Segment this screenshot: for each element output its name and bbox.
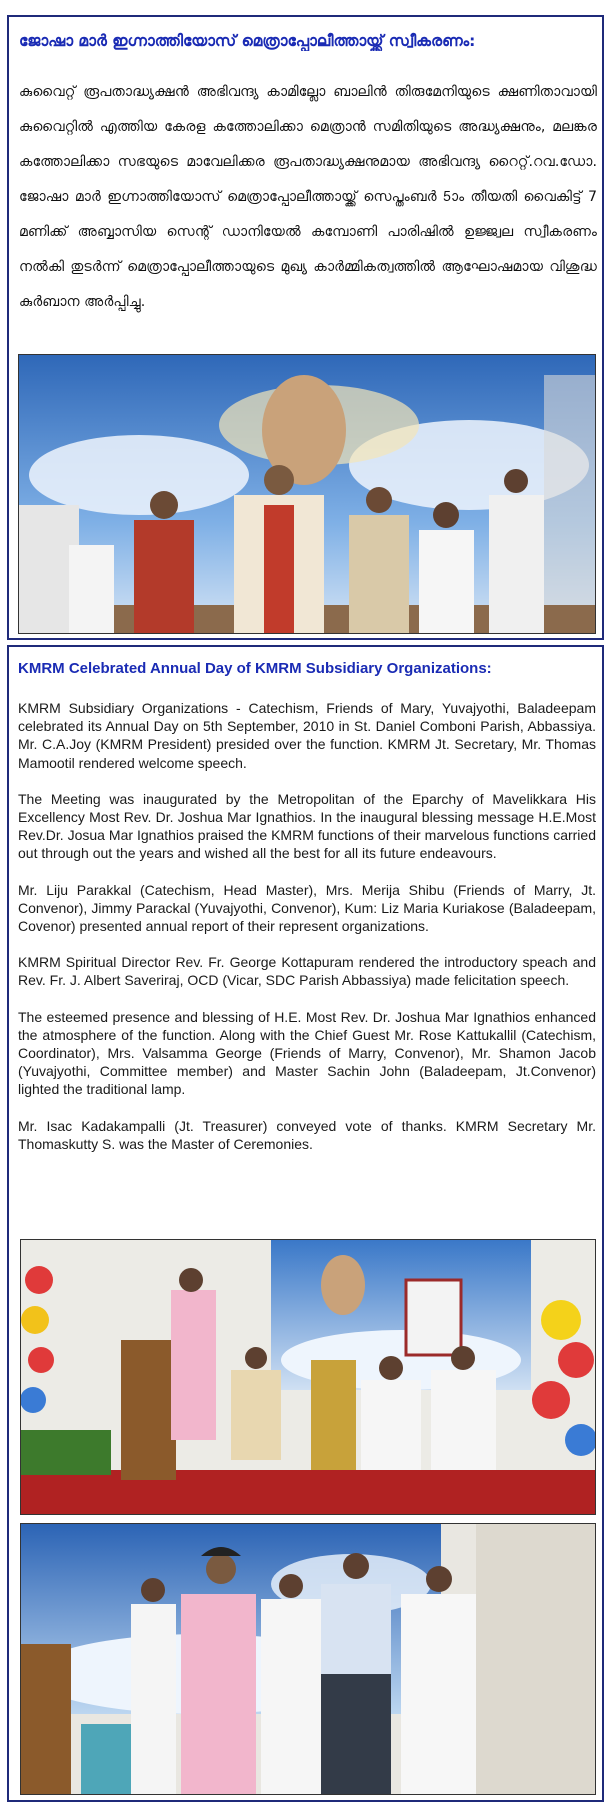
article-paragraph: The esteemed presence and blessing of H.E. Most Rev. Dr. Joshua Mar Ignathios enhanced the atmosphere of the function. Along with the Chief Guest Mr. Rose Kattukallil (Catechism, Coordinator), Mrs. Valsamma George (Friends of Marry, Convenor), Mr. Shamon Jacob (Yuvajyothi, Committee member) and Master Sachin John (Baladeepam, Jt.Convenor) lighted the traditional lamp. [18, 1008, 596, 1098]
english-article-title: KMRM Celebrated Annual Day of KMRM Subsidiary Organizations: [18, 660, 492, 677]
article-paragraph: KMRM Subsidiary Organizations - Catechism, Friends of Mary, Yuvajyothi, Baladeepam celebrated its Annual Day on 5th September, 2010 in St. Daniel Comboni Parish, Abbassiya. Mr. C.A.Joy (KMRM President) presided over the function. KMRM Jt. Secretary, Mr. Thomas Mamootil rendered welcome speech. [18, 700, 596, 771]
mass-celebration-photo [18, 354, 596, 634]
annual-day-stage-photo [20, 1239, 596, 1515]
malayalam-article-panel [7, 15, 604, 640]
english-article-body [18, 699, 596, 1171]
article-paragraph: Mr. Isac Kadakampalli (Jt. Treasurer) conveyed vote of thanks. KMRM Secretary Mr. Thomaskutty S. was the Master of Ceremonies. [18, 1117, 596, 1152]
lamp-lighting-photo [20, 1523, 596, 1795]
malayalam-article-body: കുവൈറ്റ് രൂപതാദ്ധ്യക്ഷൻ അഭിവന്ദ്യ കാമില്ലോ ബാലിൻ തിരുമേനിയുടെ ക്ഷണിതാവായി കുവൈറ്റിൽ എത്തിയ കേരള കത്തോലിക്കാ മെത്രാൻ സമിതിയുടെ അദ്ധ്യക്ഷനും, മലങ്കര കത്തോലിക്കാ സഭയുടെ മാവേലിക്കര രൂപതാദ്ധ്യക്ഷനുമായ അഭിവന്ദ്യ റൈറ്റ്.റവ.ഡോ. ജോഷാ മാർ ഇഗ്നാത്തിയോസ് മെത്രാപ്പോലീത്തായ്ക്ക് സെപ്തംബർ 5ാം തീയതി വൈകിട്ട് 7 മണിക്ക് അബ്ബാസിയ സെന്റ് ഡാനിയേൽ കമ്പോണി പാരിഷിൽ ഉജ്ജ്വല സ്വീകരണം നൽകി തുടർന്ന് മെത്രാപ്പോലീത്തായുടെ മുഖ്യ കാർമ്മികത്വത്തിൽ ആഘോഷമായ വിശുദ്ധ കുർബാന അർപ്പിച്ചു. [19, 84, 597, 310]
english-article-panel [7, 645, 604, 1802]
annual-day-stage-illustration [21, 1240, 596, 1515]
mass-celebration-illustration [19, 355, 596, 634]
article-paragraph: KMRM Spiritual Director Rev. Fr. George Kottapuram rendered the introductory speach and Rev. Fr. J. Albert Saveriraj, OCD (Vicar, SDC Parish Abbassiya) made felicitation speech. [18, 954, 596, 989]
article-paragraph: Mr. Liju Parakkal (Catechism, Head Master), Mrs. Merija Shibu (Friends of Marry, Jt. Convenor), Jimmy Parackal (Yuvajyothi, Convenor), Kum: Liz Maria Kuriakose (Baladeepam, Covenor) presented annual report of their represent organizations. [18, 881, 596, 935]
lamp-lighting-illustration [21, 1524, 596, 1795]
malayalam-article-title: ജോഷാ മാർ ഇഗ്നാത്തിയോസ് മെത്രാപ്പോലീത്തായ്ക്ക് സ്വീകരണം: [19, 32, 476, 50]
article-paragraph: The Meeting was inaugurated by the Metropolitan of the Eparchy of Mavelikkara His Excellency Most Rev. Dr. Joshua Mar Ignathios. In the inaugural blessing message H.E.Most Rev.Dr. Josua Mar Ignathios praised the KMRM functions of their marvelous functions carried out through out the years and wished all the best for all its future endeavours. [18, 790, 596, 862]
